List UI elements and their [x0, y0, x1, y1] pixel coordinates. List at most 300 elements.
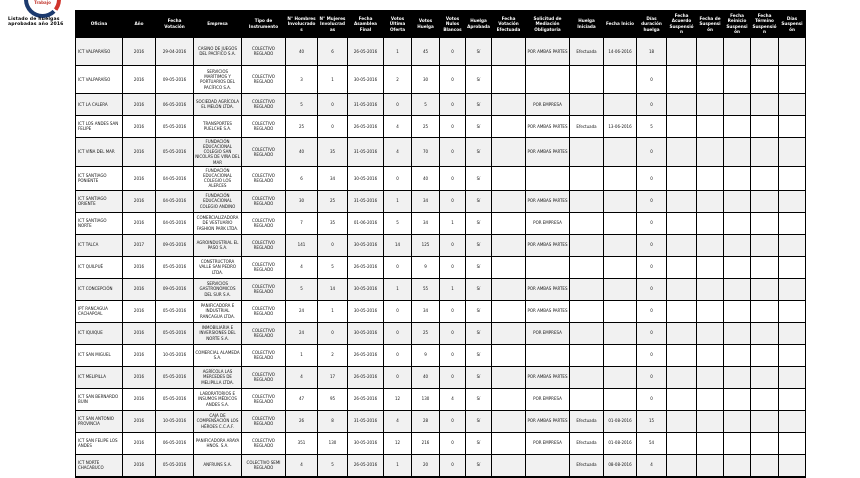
table-cell: COLECTIVO REGLADO [242, 344, 286, 366]
table-cell: FUNDACIÓN EDUCACIONAL COLEGIO ANDINO [194, 190, 242, 212]
table-cell [751, 256, 779, 278]
table-cell: 2016 [123, 256, 156, 278]
table-cell: 2016 [123, 212, 156, 234]
table-cell [724, 65, 751, 93]
table-cell [779, 65, 806, 93]
column-header: Fecha Votación [156, 11, 194, 38]
table-cell: Sí [466, 410, 492, 432]
table-cell [492, 256, 526, 278]
table-cell: 5 [286, 93, 318, 115]
table-cell [724, 388, 751, 410]
table-cell: 25 [286, 115, 318, 137]
table-cell [697, 410, 724, 432]
table-body [76, 37, 806, 476]
table-cell: ICT QUILPUÉ [76, 256, 123, 278]
table-cell: POR EMPRESA [526, 212, 570, 234]
table-cell: 34 [318, 166, 348, 190]
table-cell [751, 190, 779, 212]
table-cell [667, 410, 697, 432]
table-row [76, 256, 806, 278]
column-header: Fecha Reinicio Suspensión [724, 11, 751, 38]
table-cell: 0 [637, 93, 667, 115]
table-cell: 0 [440, 432, 466, 454]
table-cell: 0 [637, 190, 667, 212]
table-cell [604, 234, 637, 256]
table-cell [667, 256, 697, 278]
table-cell [724, 410, 751, 432]
table-cell [724, 137, 751, 166]
table-cell: 2016 [123, 65, 156, 93]
table-cell: Sí [466, 115, 492, 137]
table-cell: 0 [440, 454, 466, 477]
table-cell [779, 166, 806, 190]
table-cell: COMERCIAL ALAMEDA S.A. [194, 344, 242, 366]
column-header: Votos Nulos Blancos [440, 11, 466, 38]
table-cell: 34 [412, 300, 440, 322]
table-cell [779, 278, 806, 300]
table-cell: 45 [412, 37, 440, 65]
table-cell: 34 [412, 212, 440, 234]
table-cell [697, 65, 724, 93]
table-cell: 0 [637, 256, 667, 278]
table-cell: 3 [286, 65, 318, 93]
table-cell [492, 454, 526, 477]
table-cell: PANIFICADORA ARAYA HNOS. S.A. [194, 432, 242, 454]
table-cell: ICT IQUIQUE [76, 322, 123, 344]
table-cell: COLECTIVO REGLADO [242, 432, 286, 454]
table-cell [492, 166, 526, 190]
table-cell [604, 388, 637, 410]
column-header: Empresa [194, 11, 242, 38]
table-cell: 05-05-2016 [156, 300, 194, 322]
table-cell [697, 454, 724, 477]
table-cell: 08-08-2016 [604, 454, 637, 477]
table-cell: PANIFICADORA E INDUSTRIAL RANCAGUA LTDA. [194, 300, 242, 322]
table-cell: ICT TALCA [76, 234, 123, 256]
table-cell: Efectuada [570, 115, 604, 137]
table-cell: 30-05-2016 [348, 234, 384, 256]
table-cell: 55 [412, 278, 440, 300]
table-cell: ICT SANTIAGO ORIENTE [76, 190, 123, 212]
column-header: Votos Huelga [412, 11, 440, 38]
table-cell: ICT VIÑA DEL MAR [76, 137, 123, 166]
logo-inner-disc [28, 0, 57, 14]
table-cell: Sí [466, 454, 492, 477]
table-row [76, 166, 806, 190]
table-cell: 01-06-2016 [348, 212, 384, 234]
table-cell: 12 [384, 432, 412, 454]
table-cell [724, 115, 751, 137]
table-cell: 24 [286, 322, 318, 344]
table-cell: 0 [440, 410, 466, 432]
table-cell: 4 [286, 454, 318, 477]
table-cell: COLECTIVO REGLADO [242, 212, 286, 234]
table-cell [751, 344, 779, 366]
table-row [76, 366, 806, 388]
table-cell: 28 [412, 410, 440, 432]
table-cell: 70 [412, 137, 440, 166]
table-cell: 0 [637, 234, 667, 256]
table-row [76, 388, 806, 410]
table-cell: POR AMBAS PARTES [526, 300, 570, 322]
table-cell [526, 166, 570, 190]
table-cell: 0 [440, 115, 466, 137]
table-cell: 05-05-2016 [156, 137, 194, 166]
table-cell [697, 166, 724, 190]
table-cell: 10-05-2016 [156, 410, 194, 432]
table-cell [751, 454, 779, 477]
table-cell: POR AMBAS PARTES [526, 234, 570, 256]
table-cell [724, 300, 751, 322]
table-cell: Sí [466, 37, 492, 65]
table-cell [492, 410, 526, 432]
table-cell [724, 278, 751, 300]
table-cell: 0 [637, 322, 667, 344]
table-cell: 0 [440, 256, 466, 278]
table-cell: 2016 [123, 166, 156, 190]
table-cell: 40 [286, 37, 318, 65]
table-cell: 26-05-2016 [348, 366, 384, 388]
table-cell: 30-05-2016 [348, 166, 384, 190]
table-cell: 01-08-2016 [604, 410, 637, 432]
table-cell: 10-05-2016 [156, 344, 194, 366]
table-cell [724, 190, 751, 212]
table-cell: TRANSPORTES PUELCHE S.A. [194, 115, 242, 137]
table-cell: 1 [384, 190, 412, 212]
table-cell: Sí [466, 344, 492, 366]
table-cell: COLECTIVO REGLADO [242, 256, 286, 278]
table-cell: ICT SAN MIGUEL [76, 344, 123, 366]
table-cell: 7 [286, 212, 318, 234]
table-cell: 5 [318, 454, 348, 477]
table-cell: Sí [466, 278, 492, 300]
table-row [76, 454, 806, 477]
table-cell [779, 37, 806, 65]
table-cell: COLECTIVO REGLADO [242, 322, 286, 344]
table-cell [667, 388, 697, 410]
table-cell: 2016 [123, 115, 156, 137]
table-cell: 4 [286, 256, 318, 278]
table-cell: 09-05-2016 [156, 234, 194, 256]
table-cell [492, 212, 526, 234]
table-cell: SERVICIOS GASTRONÓMICOS DEL SUR S.A. [194, 278, 242, 300]
table-cell [697, 366, 724, 388]
table-cell: Sí [466, 388, 492, 410]
table-cell: POR EMPRESA [526, 322, 570, 344]
table-cell [667, 115, 697, 137]
table-cell: 18 [637, 37, 667, 65]
table-cell [667, 300, 697, 322]
table-cell: COLECTIVO REGLADO [242, 278, 286, 300]
table-cell: 9 [412, 344, 440, 366]
table-cell [697, 212, 724, 234]
table-cell [570, 256, 604, 278]
table-cell [779, 388, 806, 410]
table-cell: 09-05-2016 [156, 278, 194, 300]
table-cell: 2016 [123, 322, 156, 344]
table-cell: 0 [318, 93, 348, 115]
table-cell: 0 [440, 234, 466, 256]
table-cell: ICT SANTIAGO NORTE [76, 212, 123, 234]
table-cell [492, 65, 526, 93]
table-cell: POR EMPRESA [526, 388, 570, 410]
table-cell: 2016 [123, 137, 156, 166]
table-cell [724, 366, 751, 388]
table-cell: 30-05-2016 [348, 432, 384, 454]
table-cell: Sí [466, 166, 492, 190]
table-cell [779, 212, 806, 234]
table-cell [779, 322, 806, 344]
table-cell [724, 322, 751, 344]
table-cell [492, 137, 526, 166]
table-cell: Sí [466, 65, 492, 93]
table-cell [492, 234, 526, 256]
table-cell: COLECTIVO REGLADO [242, 93, 286, 115]
column-header: Fecha Término Suspensión [751, 11, 779, 38]
table-cell: 4 [384, 137, 412, 166]
table-cell: 26-05-2016 [348, 256, 384, 278]
table-cell [697, 300, 724, 322]
table-cell [751, 65, 779, 93]
table-cell: 14-06-2016 [604, 37, 637, 65]
table-cell: 2 [384, 65, 412, 93]
table-cell: COLECTIVO REGLADO [242, 166, 286, 190]
table-cell: COLECTIVO REGLADO [242, 37, 286, 65]
table-cell: Sí [466, 322, 492, 344]
column-header: Huelga Aprobada [466, 11, 492, 38]
table-cell [751, 366, 779, 388]
table-cell [604, 256, 637, 278]
table-cell: 0 [384, 300, 412, 322]
table-cell: 2016 [123, 190, 156, 212]
table-cell: COLECTIVO REGLADO [242, 410, 286, 432]
table-cell [697, 234, 724, 256]
table-cell: FUNDACIÓN EDUCACIONAL COLEGIO LOS ALERCES [194, 166, 242, 190]
table-cell [724, 234, 751, 256]
table-cell: 0 [318, 234, 348, 256]
table-cell [779, 190, 806, 212]
table-cell: 6 [286, 166, 318, 190]
table-cell [697, 137, 724, 166]
table-cell: 54 [637, 432, 667, 454]
table-cell [779, 366, 806, 388]
table-cell: 26-05-2016 [348, 344, 384, 366]
table-cell: Sí [466, 256, 492, 278]
table-cell [697, 256, 724, 278]
table-cell: 2 [318, 344, 348, 366]
table-cell [724, 432, 751, 454]
table-cell [751, 93, 779, 115]
table-cell: 0 [440, 344, 466, 366]
table-cell [604, 166, 637, 190]
table-cell [604, 366, 637, 388]
table-cell [667, 93, 697, 115]
table-cell: COLECTIVO REGLADO [242, 137, 286, 166]
table-cell [570, 166, 604, 190]
table-cell: Efectuada [570, 37, 604, 65]
table-cell: Efectuada [570, 432, 604, 454]
table-cell: 30-05-2016 [348, 278, 384, 300]
table-cell: ICT LA CALERA [76, 93, 123, 115]
table-cell: 4 [286, 366, 318, 388]
table-cell [492, 300, 526, 322]
table-cell: 4 [440, 388, 466, 410]
table-cell: 05-05-2016 [156, 322, 194, 344]
table-cell [751, 137, 779, 166]
table-cell: 06-05-2016 [156, 93, 194, 115]
table-cell: 2016 [123, 278, 156, 300]
table-cell: POR AMBAS PARTES [526, 190, 570, 212]
table-cell: 29-04-2016 [156, 37, 194, 65]
table-cell: 0 [318, 322, 348, 344]
table-cell: 0 [384, 256, 412, 278]
table-cell [492, 190, 526, 212]
table-cell: POR EMPRESA [526, 93, 570, 115]
table-cell: ICT VALPARAÍSO [76, 37, 123, 65]
table-cell [492, 432, 526, 454]
table-cell: 2016 [123, 410, 156, 432]
table-cell [492, 344, 526, 366]
table-cell [570, 366, 604, 388]
table-row [76, 115, 806, 137]
table-cell: 0 [440, 137, 466, 166]
table-cell [697, 344, 724, 366]
table-cell: COLECTIVO REGLADO [242, 115, 286, 137]
table-cell [492, 115, 526, 137]
table-cell: 0 [384, 366, 412, 388]
table-cell: 40 [286, 137, 318, 166]
table-cell [604, 190, 637, 212]
column-header: Huelga Iniciada [570, 11, 604, 38]
table-cell [570, 65, 604, 93]
column-header: Fecha Asamblea Final [348, 11, 384, 38]
table-cell: 95 [318, 388, 348, 410]
table-cell: 30 [412, 65, 440, 93]
column-header: Solicitud de Mediación Obligatoria [526, 11, 570, 38]
table-cell: CAJA DE COMPENSACIÓN LOS HÉROES C.C.A.F. [194, 410, 242, 432]
table-cell [526, 256, 570, 278]
table-cell [492, 366, 526, 388]
table-cell [667, 65, 697, 93]
table-cell: COLECTIVO SEMI REGLADO [242, 454, 286, 477]
table-cell: 26-05-2016 [348, 37, 384, 65]
table-cell: COLECTIVO REGLADO [242, 234, 286, 256]
table-cell: 05-05-2016 [156, 366, 194, 388]
table-cell: COMERCIALIZADORA DE VESTUARIO FASHION PARK LTDA. [194, 212, 242, 234]
table-cell: 4 [384, 410, 412, 432]
table-cell [604, 212, 637, 234]
table-cell: 4 [637, 454, 667, 477]
table-cell: Sí [466, 432, 492, 454]
table-cell: 40 [412, 166, 440, 190]
table-cell [492, 37, 526, 65]
column-header: N° Mujeres Involucradas [318, 11, 348, 38]
table-cell [751, 410, 779, 432]
table-cell [751, 322, 779, 344]
table-cell: 15 [637, 410, 667, 432]
table-cell: 30-05-2016 [348, 300, 384, 322]
table-cell: 0 [440, 65, 466, 93]
table-cell [667, 234, 697, 256]
table-cell: ANFRUNS S.A. [194, 454, 242, 477]
table-cell: 0 [440, 300, 466, 322]
table-cell [604, 344, 637, 366]
table-cell: POR AMBAS PARTES [526, 278, 570, 300]
table-cell [570, 344, 604, 366]
table-cell: 04-05-2016 [156, 212, 194, 234]
table-cell: 1 [384, 454, 412, 477]
table-cell: Efectuada [570, 454, 604, 477]
table-row [76, 234, 806, 256]
table-cell: 2016 [123, 37, 156, 65]
table-cell: 30 [286, 190, 318, 212]
table-cell: ICT SAN FELIPE LOS ANDES [76, 432, 123, 454]
table-cell: 0 [384, 344, 412, 366]
column-header: Votos Última Oferta [384, 11, 412, 38]
table-cell [751, 300, 779, 322]
table-cell: 5 [637, 115, 667, 137]
table-cell [667, 190, 697, 212]
table-cell: POR AMBAS PARTES [526, 137, 570, 166]
table-cell: 2016 [123, 432, 156, 454]
table-cell: 1 [440, 278, 466, 300]
table-cell: Sí [466, 212, 492, 234]
table-cell [667, 166, 697, 190]
table-cell [604, 322, 637, 344]
table-cell [697, 37, 724, 65]
table-cell: SOCIEDAD AGRÍCOLA EL MELÓN LTDA. [194, 93, 242, 115]
column-header: N° Hombres Involucrados [286, 11, 318, 38]
column-header: Fecha Inicio [604, 11, 637, 38]
table-row [76, 212, 806, 234]
table-cell [570, 190, 604, 212]
table-row [76, 93, 806, 115]
table-cell: 130 [318, 432, 348, 454]
table-cell: 1 [318, 65, 348, 93]
table-cell [751, 432, 779, 454]
table-cell [697, 432, 724, 454]
page-title: Listado de huelgas aprobadas año 2016 [8, 17, 64, 28]
table-cell: POR AMBAS PARTES [526, 410, 570, 432]
table-cell [697, 115, 724, 137]
table-cell: 34 [412, 190, 440, 212]
table-cell: 1 [384, 37, 412, 65]
table-cell [570, 278, 604, 300]
table-cell: FUNDACIÓN EDUCACIONAL COLEGIO SAN NICOLÁS DE VIÑA DEL MAR [195, 138, 240, 165]
table-cell: ICT SAN BERNARDO BUIN [76, 388, 123, 410]
table-cell: 2016 [123, 454, 156, 477]
table-cell: 05-05-2016 [156, 388, 194, 410]
table-cell: Sí [466, 190, 492, 212]
table-header [76, 11, 806, 38]
table-cell [492, 93, 526, 115]
table-cell: 4 [384, 115, 412, 137]
table-cell: 47 [286, 388, 318, 410]
table-cell: 0 [637, 278, 667, 300]
table-cell: POR AMBAS PARTES [526, 37, 570, 65]
column-header: Días Suspensión [779, 11, 806, 38]
table-cell [751, 388, 779, 410]
table-cell [667, 366, 697, 388]
table-cell: SERVICIOS MARÍTIMOS Y PORTUARIOS DEL PACÍFICO S.A. [194, 65, 242, 93]
table-cell [779, 234, 806, 256]
table-cell [604, 300, 637, 322]
table-cell [667, 37, 697, 65]
table-cell [492, 388, 526, 410]
table-row [76, 278, 806, 300]
table-cell: 5 [384, 212, 412, 234]
table-cell: CONSTRUCTORA VALLE SAN PEDRO LTDA. [194, 256, 242, 278]
